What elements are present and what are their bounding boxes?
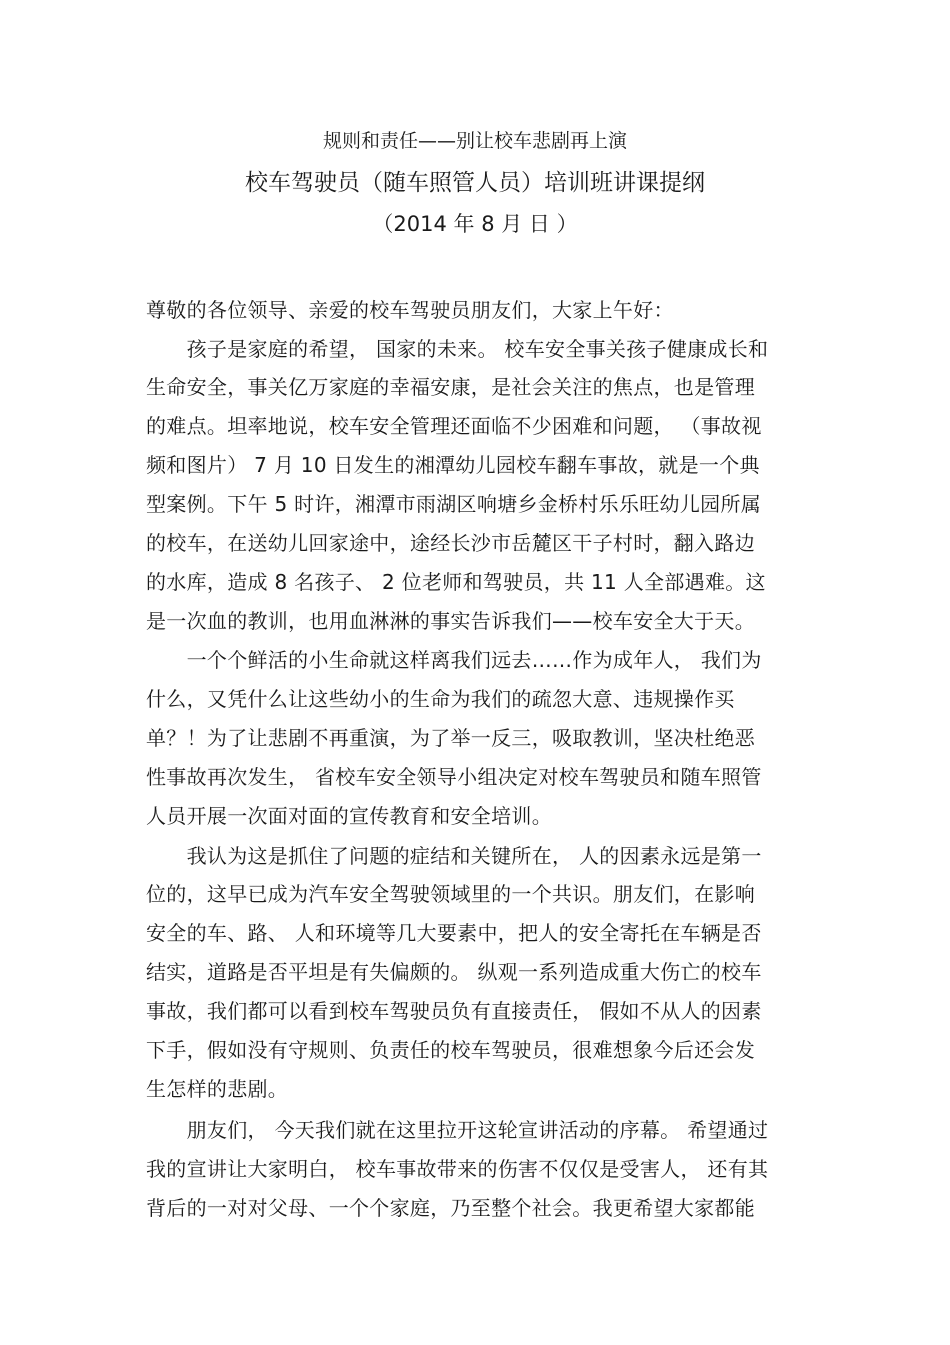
paragraph-line: 生怎样的悲剧。: [146, 1077, 289, 1101]
paragraph-line: 位的，这早已成为汽车安全驾驶领域里的一个共识。朋友们，在影响: [146, 882, 755, 906]
paragraph-line: 一个个鲜活的小生命就这样离我们远去……作为成年人， 我们为: [146, 648, 762, 672]
paragraph-line: 什么，又凭什么让这些幼小的生命为我们的疏忽大意、违规操作买: [146, 687, 735, 711]
paragraph-line: 性事故再次发生， 省校车安全领导小组决定对校车驾驶员和随车照管: [146, 765, 762, 789]
greeting-line: 尊敬的各位领导、亲爱的校车驾驶员朋友们，大家上午好：: [146, 298, 674, 322]
paragraph-line: 人员开展一次面对面的宣传教育和安全培训。: [146, 804, 552, 828]
paragraph-line: 背后的一对对父母、一个个家庭，乃至整个社会。我更希望大家都能: [146, 1196, 755, 1220]
paragraph-line: 朋友们， 今天我们就在这里拉开这轮宣讲活动的序幕。 希望通过: [146, 1118, 769, 1142]
paragraph-line: 我认为这是抓住了问题的症结和关键所在， 人的因素永远是第一: [146, 844, 762, 868]
paragraph-line: 单？！为了让悲剧不再重演，为了举一反三，吸取教训，坚决杜绝恶: [146, 726, 755, 750]
paragraph-line: 安全的车、路、 人和环境等几大要素中，把人的安全寄托在车辆是否: [146, 921, 762, 945]
document-subtitle: 校车驾驶员（随车照管人员）培训班讲课提纲: [245, 170, 705, 196]
document-title: 规则和责任——别让校车悲剧再上演: [322, 130, 627, 152]
paragraph-line: 型案例。下午 5 时许，湘潭市雨湖区响塘乡金桥村乐乐旺幼儿园所属: [146, 492, 762, 516]
paragraph-line: 事故，我们都可以看到校车驾驶员负有直接责任， 假如不从人的因素: [146, 999, 762, 1023]
paragraph-line: 孩子是家庭的希望， 国家的未来。 校车安全事关孩子健康成长和: [146, 337, 769, 361]
paragraph-line: 下手，假如没有守规则、负责任的校车驾驶员，很难想象今后还会发: [146, 1038, 755, 1062]
paragraph-line: 频和图片） 7 月 10 日发生的湘潭幼儿园校车翻车事故，就是一个典: [146, 453, 760, 477]
paragraph-line: 的难点。坦率地说，校车安全管理还面临不少困难和问题， （事故视: [146, 414, 762, 438]
paragraph-line: 结实，道路是否平坦是有失偏颇的。 纵观一系列造成重大伤亡的校车: [146, 960, 762, 984]
paragraph-line: 我的宣讲让大家明白， 校车事故带来的伤害不仅仅是受害人， 还有其: [146, 1157, 769, 1181]
paragraph-line: 的校车，在送幼儿回家途中，途经长沙市岳麓区干子村时，翻入路边: [146, 531, 755, 555]
paragraph-line: 是一次血的教训，也用血淋淋的事实告诉我们——校车安全大于天。: [146, 609, 755, 633]
paragraph-line: 的水库，造成 8 名孩子、 2 位老师和驾驶员，共 11 人全部遇难。这: [146, 570, 766, 594]
paragraph-line: 生命安全，事关亿万家庭的幸福安康，是社会关注的焦点，也是管理: [146, 375, 755, 399]
document-date: （2014 年 8 月 日 ）: [372, 212, 578, 236]
